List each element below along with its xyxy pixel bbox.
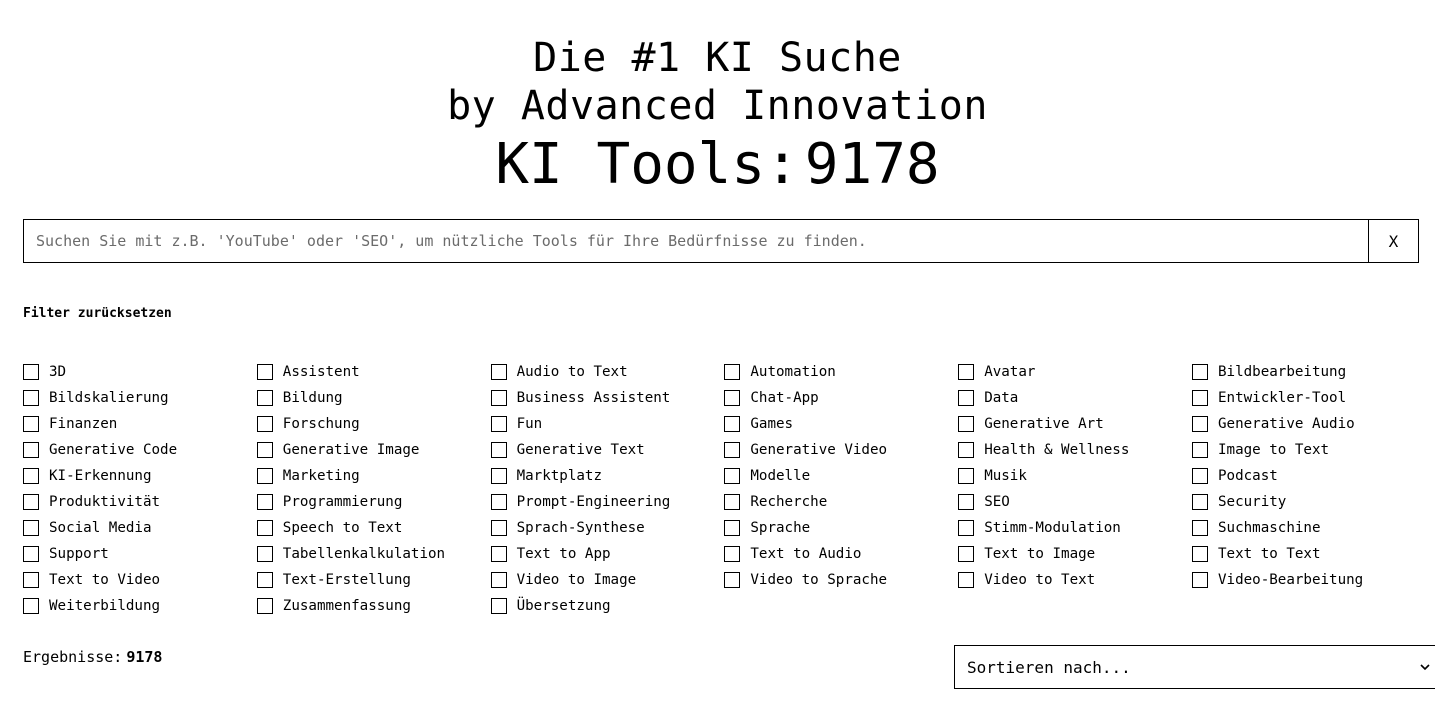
filter-checkbox[interactable] [257, 546, 273, 562]
filter-label: Generative Code [49, 442, 178, 458]
filter-checkbox[interactable] [1192, 442, 1208, 458]
filter-checkbox[interactable] [257, 442, 273, 458]
tools-counter-value: 9178 [804, 132, 940, 197]
filter-checkbox[interactable] [491, 572, 507, 588]
filter-label: Business Assistent [516, 390, 671, 406]
filter-label: Entwickler-Tool [1217, 390, 1347, 406]
filter-option[interactable] [23, 437, 257, 463]
filter-option[interactable] [1192, 437, 1426, 463]
filter-checkbox[interactable] [23, 390, 39, 406]
filter-checkbox[interactable] [724, 468, 740, 484]
filter-option[interactable] [724, 489, 958, 515]
search-input[interactable] [24, 220, 1368, 262]
filter-checkbox[interactable] [724, 572, 740, 588]
filter-label: Text to Audio [750, 546, 862, 562]
chevron-down-icon [1420, 662, 1430, 672]
filter-label: Generative Text [516, 442, 645, 458]
filter-label: Support [49, 546, 109, 562]
filter-checkbox[interactable] [257, 390, 273, 406]
filter-label: Generative Image [282, 442, 420, 458]
filter-label: Forschung [282, 416, 360, 432]
filter-label: Tabellenkalkulation [282, 546, 446, 562]
filter-option[interactable] [958, 463, 1192, 489]
filter-checkbox[interactable] [958, 468, 974, 484]
filter-checkbox[interactable] [958, 416, 974, 432]
filter-label: Games [750, 416, 794, 432]
filter-checkbox[interactable] [724, 494, 740, 510]
filter-label: Text to App [516, 546, 611, 562]
filter-label: Automation [750, 364, 836, 380]
filter-option[interactable] [23, 489, 257, 515]
filter-option[interactable] [23, 541, 257, 567]
filter-option[interactable] [257, 515, 491, 541]
filter-checkbox[interactable] [23, 546, 39, 562]
hero-title: Die #1 KI Suche [533, 35, 902, 81]
filter-label: Health & Wellness [984, 442, 1130, 458]
filter-option[interactable] [491, 541, 725, 567]
filter-label: Weiterbildung [49, 598, 161, 614]
filter-option[interactable] [724, 463, 958, 489]
filter-checkbox[interactable] [257, 364, 273, 380]
filter-checkbox[interactable] [23, 598, 39, 614]
filter-option[interactable] [23, 463, 257, 489]
filter-label: 3D [49, 364, 67, 380]
filter-label: Text to Image [984, 546, 1096, 562]
filter-label: Assistent [282, 364, 360, 380]
tools-counter-label: KI Tools: [495, 132, 799, 197]
filter-checkbox[interactable] [491, 442, 507, 458]
filter-option[interactable] [1192, 489, 1426, 515]
filter-label: Bildbearbeitung [1217, 364, 1347, 380]
filter-checkbox[interactable] [1192, 364, 1208, 380]
search-bar [23, 219, 1419, 263]
filter-checkbox[interactable] [958, 520, 974, 536]
hero-subtitle: by Advanced Innovation [447, 83, 988, 129]
filter-checkbox[interactable] [257, 572, 273, 588]
filter-label: KI-Erkennung [49, 468, 152, 484]
filter-checkbox[interactable] [23, 364, 39, 380]
filter-checkbox[interactable] [1192, 494, 1208, 510]
filter-checkbox[interactable] [1192, 390, 1208, 406]
filter-label: Marketing [282, 468, 360, 484]
results-summary [23, 648, 162, 666]
filter-option[interactable] [1192, 463, 1426, 489]
filter-option[interactable] [257, 463, 491, 489]
filter-option[interactable] [491, 437, 725, 463]
filter-label: Generative Art [984, 416, 1104, 432]
filter-option[interactable] [724, 541, 958, 567]
filter-checkbox[interactable] [491, 364, 507, 380]
filter-label: Stimm-Modulation [984, 520, 1121, 536]
filter-checkbox[interactable] [491, 598, 507, 614]
clear-search-button[interactable]: X [1368, 220, 1418, 262]
filter-option[interactable] [724, 411, 958, 437]
filter-label: Fun [516, 416, 543, 432]
filter-checkbox[interactable] [1192, 572, 1208, 588]
filter-option[interactable] [23, 515, 257, 541]
results-label: Ergebnisse: [23, 648, 123, 666]
sort-select[interactable] [954, 645, 1435, 689]
filter-checkbox[interactable] [23, 572, 39, 588]
filter-option[interactable] [724, 567, 958, 593]
filter-label: Übersetzung [516, 598, 611, 614]
filter-checkbox[interactable] [23, 442, 39, 458]
filter-checkbox[interactable] [257, 494, 273, 510]
filter-option[interactable] [724, 359, 958, 385]
filter-label: Sprach-Synthese [516, 520, 645, 536]
filter-checkbox[interactable] [724, 442, 740, 458]
filter-label: Avatar [984, 364, 1036, 380]
filter-label: Data [984, 390, 1019, 406]
filter-option[interactable] [1192, 385, 1426, 411]
filter-option[interactable] [491, 567, 725, 593]
filter-option[interactable] [23, 359, 257, 385]
filter-label: Image to Text [1217, 442, 1330, 458]
filter-label: Prompt-Engineering [516, 494, 671, 510]
filter-label: Generative Audio [1217, 416, 1355, 432]
filter-option[interactable] [257, 385, 491, 411]
filter-label: Sprache [750, 520, 811, 536]
filter-label: Zusammenfassung [282, 598, 411, 614]
filter-option[interactable] [1192, 359, 1426, 385]
filter-checkbox[interactable] [491, 546, 507, 562]
filter-option[interactable] [958, 359, 1192, 385]
filter-label: Text to Text [1217, 546, 1321, 562]
filter-checkbox[interactable] [724, 546, 740, 562]
filter-option[interactable] [724, 515, 958, 541]
filter-label: Chat-App [750, 390, 819, 406]
filter-option[interactable] [491, 593, 725, 619]
filter-label: SEO [984, 494, 1010, 510]
filter-checkbox[interactable] [23, 468, 39, 484]
tools-counter [0, 134, 1435, 196]
filter-label: Recherche [750, 494, 828, 510]
filter-checkbox[interactable] [23, 520, 39, 536]
filter-checkbox[interactable] [491, 494, 507, 510]
filter-label: Suchmaschine [1217, 520, 1321, 536]
filter-option[interactable] [23, 593, 257, 619]
filter-option[interactable] [257, 593, 491, 619]
filter-checkbox[interactable] [958, 572, 974, 588]
filter-label: Produktivität [49, 494, 161, 510]
filter-label: Generative Video [750, 442, 888, 458]
filter-option[interactable] [257, 437, 491, 463]
filter-checkbox[interactable] [23, 494, 39, 510]
filter-label: Video to Sprache [750, 572, 888, 588]
sort-selected-value: Sortieren nach... [967, 657, 1131, 677]
filter-option[interactable] [958, 567, 1192, 593]
filter-option[interactable] [257, 411, 491, 437]
filter-option[interactable] [958, 541, 1192, 567]
filter-label: Bildung [282, 390, 343, 406]
filter-checkbox[interactable] [491, 468, 507, 484]
filter-option[interactable] [491, 463, 725, 489]
filter-option[interactable] [257, 489, 491, 515]
filter-label: Finanzen [49, 416, 118, 432]
filter-checkbox[interactable] [724, 364, 740, 380]
filter-checkbox[interactable] [958, 390, 974, 406]
filter-label: Audio to Text [516, 364, 628, 380]
filter-option[interactable] [257, 359, 491, 385]
filter-label: Text-Erstellung [282, 572, 411, 588]
filter-checkbox[interactable] [257, 468, 273, 484]
filter-option[interactable] [491, 489, 725, 515]
filter-checkbox[interactable] [724, 520, 740, 536]
filter-option[interactable] [958, 515, 1192, 541]
filter-label: Video-Bearbeitung [1217, 572, 1364, 588]
filter-label: Security [1217, 494, 1287, 510]
filter-option[interactable] [23, 567, 257, 593]
filter-label: Musik [984, 468, 1027, 484]
filter-label: Social Media [49, 520, 152, 536]
filter-label: Video to Text [984, 572, 1096, 588]
filter-option[interactable] [257, 541, 491, 567]
results-count: 9178 [126, 648, 163, 666]
filter-option[interactable] [1192, 515, 1426, 541]
filter-option[interactable] [958, 489, 1192, 515]
filter-checkbox[interactable] [257, 520, 273, 536]
filter-label: Programmierung [282, 494, 403, 510]
hero-header [0, 34, 1435, 196]
filter-option[interactable] [724, 385, 958, 411]
filter-option[interactable] [23, 385, 257, 411]
filter-option[interactable] [491, 359, 725, 385]
filter-option[interactable] [958, 411, 1192, 437]
filter-option[interactable] [491, 515, 725, 541]
filter-label: Podcast [1217, 468, 1278, 484]
filter-checkbox[interactable] [958, 546, 974, 562]
filter-option[interactable] [958, 437, 1192, 463]
filter-checkbox[interactable] [1192, 468, 1208, 484]
filter-label: Text to Video [49, 572, 161, 588]
filter-checkbox[interactable] [1192, 520, 1208, 536]
filter-checkbox[interactable] [958, 442, 974, 458]
filter-checkbox[interactable] [23, 416, 39, 432]
filter-checkbox[interactable] [257, 416, 273, 432]
filter-option[interactable] [257, 567, 491, 593]
filter-option[interactable] [1192, 411, 1426, 437]
filter-label: Speech to Text [282, 520, 403, 536]
filter-checkbox[interactable] [491, 520, 507, 536]
filter-checkbox[interactable] [724, 416, 740, 432]
filter-checkbox[interactable] [1192, 546, 1208, 562]
filter-option[interactable] [958, 385, 1192, 411]
filter-option[interactable] [491, 411, 725, 437]
filter-option[interactable] [491, 385, 725, 411]
filter-checkbox[interactable] [724, 390, 740, 406]
filter-checkbox[interactable] [958, 364, 974, 380]
filter-option[interactable] [1192, 541, 1426, 567]
filter-grid [23, 359, 1425, 619]
filter-label: Bildskalierung [49, 390, 169, 406]
filter-label: Modelle [750, 468, 811, 484]
filter-option[interactable] [724, 437, 958, 463]
filter-option[interactable] [23, 411, 257, 437]
filter-checkbox[interactable] [1192, 416, 1208, 432]
filter-checkbox[interactable] [257, 598, 273, 614]
filter-option[interactable] [1192, 567, 1426, 593]
filter-label: Marktplatz [516, 468, 603, 484]
reset-filters-link[interactable]: Filter zurücksetzen [23, 306, 172, 321]
filter-checkbox[interactable] [958, 494, 974, 510]
filter-checkbox[interactable] [491, 416, 507, 432]
filter-label: Video to Image [516, 572, 637, 588]
filter-checkbox[interactable] [491, 390, 507, 406]
